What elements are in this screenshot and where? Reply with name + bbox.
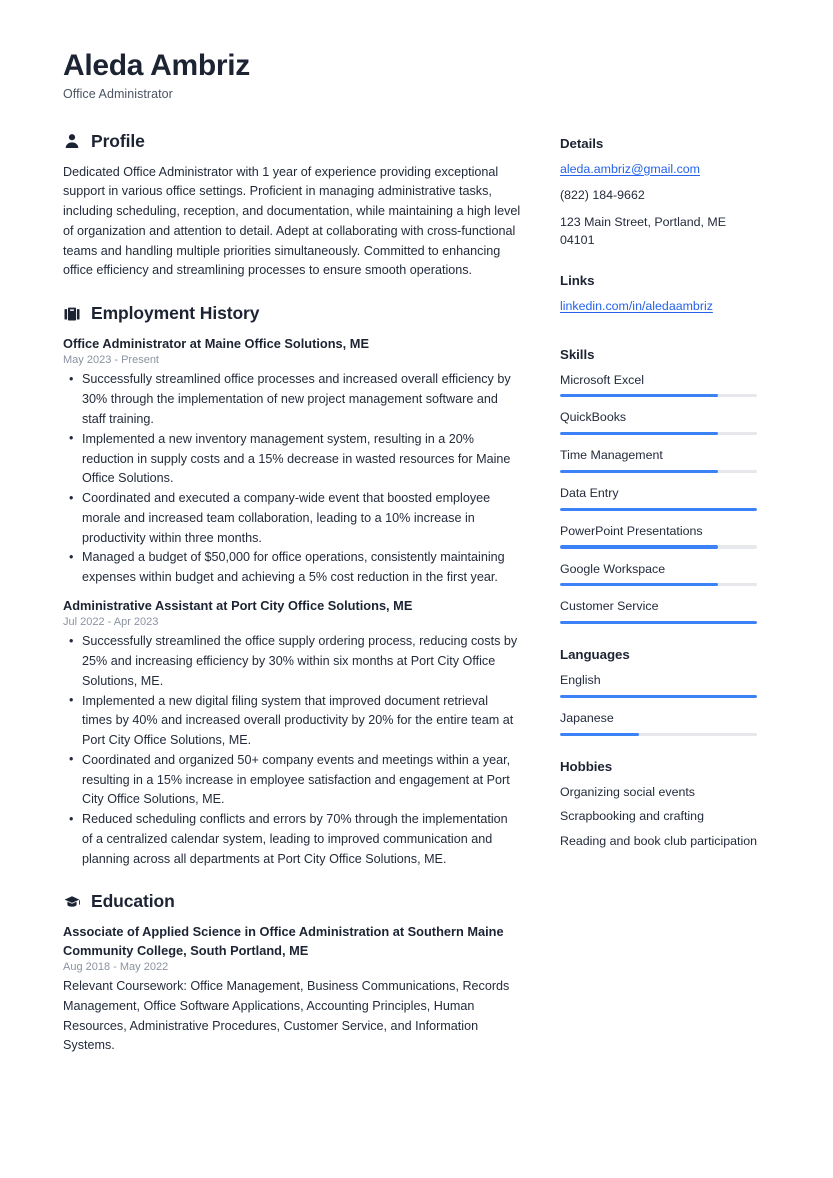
employment-entry [63, 335, 521, 588]
resume-body [63, 131, 770, 1078]
skill-rating-fill [560, 545, 718, 548]
skill-item [560, 597, 760, 624]
skill-rating-fill [560, 508, 757, 511]
skill-label: Google Workspace [560, 561, 666, 576]
skill-label: Microsoft Excel [560, 372, 644, 387]
education-entry [63, 923, 521, 1056]
skill-item [560, 408, 760, 435]
phone-number: (822) 184-9662 [560, 188, 645, 203]
employment-entry [63, 597, 521, 869]
sidebar-title-hobbies: Hobbies [560, 758, 613, 774]
bullet-item: • Reduced scheduling conflicts and errors by 70% through the implementation of a centralized calendar system, leading to improved communication and planning across all departments at Port City Office Solutions, ME. [63, 810, 521, 869]
bullet-item: • Successfully streamlined office processes and increased overall efficiency by 30% through the implementation of new project management software and staff training. [63, 370, 521, 429]
section-title-profile: Profile [91, 130, 145, 151]
section-title-employment: Employment History [91, 303, 260, 324]
language-rating-fill [560, 733, 639, 736]
address: 123 Main Street, Portland, ME 04101 [560, 214, 726, 248]
language-rating-fill [560, 695, 757, 698]
skill-rating-track [560, 621, 757, 624]
skill-label: Data Entry [560, 486, 619, 501]
skill-rating-track [560, 545, 757, 548]
sidebar-hobbies [560, 759, 760, 851]
entry-bullets [63, 370, 521, 587]
entry-description: Relevant Coursework: Office Management, Business Communications, Records Management, Office Software Applications, Accounting Principles, Human Resources, Administrative Procedures, Customer Service, and Information Systems. [63, 978, 510, 1053]
skill-label: QuickBooks [560, 410, 627, 425]
language-rating-track [560, 733, 757, 736]
job-title: Office Administrator [63, 86, 173, 101]
skill-rating-track [560, 394, 757, 397]
language-rating-track [560, 695, 757, 698]
skill-item [560, 371, 760, 398]
sidebar-languages [560, 647, 760, 736]
full-name: Aleda Ambriz [63, 49, 250, 82]
entry-title: Associate of Applied Science in Office Administration at Southern Maine Community College, South Portland, ME [63, 924, 504, 958]
section-profile [63, 131, 521, 282]
resume-header [63, 49, 770, 101]
skill-rating-fill [560, 470, 718, 473]
section-employment [63, 303, 521, 869]
language-label: English [560, 673, 601, 688]
person-icon [63, 133, 80, 150]
entry-date: Jul 2022 - Apr 2023 [63, 616, 159, 629]
sidebar-title-details: Details [560, 135, 604, 151]
profile-text: Dedicated Office Administrator with 1 year of experience providing exceptional support in various office settings. Proficient in managing administrative tasks, including scheduling, reception, and documentation, while maintaining a high level of organization and attention to detail. Adept at collaborating with cross-functional teams and handling multiple priorities simultaneously. Committed to enhancing office efficiency and streamlining processes to ensure smooth operations. [63, 164, 521, 278]
skill-rating-fill [560, 621, 757, 624]
entry-date: Aug 2018 - May 2022 [63, 960, 169, 973]
language-item [560, 709, 760, 736]
skill-item [560, 484, 760, 511]
skill-rating-track [560, 508, 757, 511]
briefcase-icon [63, 305, 80, 322]
bullet-item: • Managed a budget of $50,000 for office operations, consistently maintaining expenses within budget and achieving a 5% cost reduction in the first year. [63, 548, 521, 588]
section-education [63, 891, 521, 1056]
skill-rating-track [560, 470, 757, 473]
language-item [560, 671, 760, 698]
language-label: Japanese [560, 711, 614, 726]
entry-title: Office Administrator at Maine Office Solutions, ME [63, 336, 369, 352]
skill-rating-track [560, 583, 757, 586]
skill-label: Customer Service [560, 599, 659, 614]
sidebar-column [560, 131, 760, 874]
sidebar-details [560, 136, 760, 250]
skill-label: PowerPoint Presentations [560, 523, 703, 538]
section-header-employment [63, 303, 521, 324]
sidebar-title-links: Links [560, 273, 595, 289]
sidebar-links [560, 273, 760, 324]
linkedin-link[interactable]: linkedin.com/in/aledaambriz [560, 299, 713, 314]
main-column [63, 131, 521, 1078]
skill-item [560, 560, 760, 587]
skill-label: Time Management [560, 448, 663, 463]
skill-item [560, 522, 760, 549]
sidebar-title-skills: Skills [560, 346, 595, 362]
skill-rating-fill [560, 432, 718, 435]
section-title-education: Education [91, 891, 175, 912]
hobby-item: Scrapbooking and crafting [560, 809, 704, 824]
email-link[interactable]: aleda.ambriz@gmail.com [560, 161, 700, 176]
bullet-item: • Implemented a new inventory management system, resulting in a 20% reduction in supply costs and a 15% decrease in wasted resources for Maine Office Solutions. [63, 430, 521, 489]
section-header-profile [63, 131, 521, 152]
skill-rating-track [560, 432, 757, 435]
skill-rating-fill [560, 583, 718, 586]
hobby-item: Organizing social events [560, 784, 695, 799]
entry-bullets [63, 632, 521, 869]
bullet-item: • Coordinated and organized 50+ company events and meetings within a year, resulting in a 15% increase in employee satisfaction and engagement at Port City Office Solutions, ME. [63, 751, 521, 810]
bullet-item: • Coordinated and executed a company-wide event that boosted employee morale and increased team collaboration, leading to a 10% increase in productivity within three months. [63, 489, 521, 548]
sidebar-skills [560, 347, 760, 625]
skill-item [560, 446, 760, 473]
bullet-item: • Implemented a new digital filing system that improved document retrieval times by 40% and increased overall productivity by 20% for the entire team at Port City Office Solutions, ME. [63, 692, 521, 751]
sidebar-title-languages: Languages [560, 647, 630, 663]
entry-date: May 2023 - Present [63, 354, 159, 367]
section-header-education [63, 891, 521, 912]
graduation-cap-icon [63, 893, 80, 910]
bullet-item: • Successfully streamlined the office supply ordering process, reducing costs by 25% and increasing efficiency by 30% within six months at Port City Office Solutions, ME. [63, 632, 521, 691]
skill-rating-fill [560, 394, 718, 397]
entry-title: Administrative Assistant at Port City Office Solutions, ME [63, 597, 413, 613]
hobby-item: Reading and book club participation [560, 834, 758, 849]
